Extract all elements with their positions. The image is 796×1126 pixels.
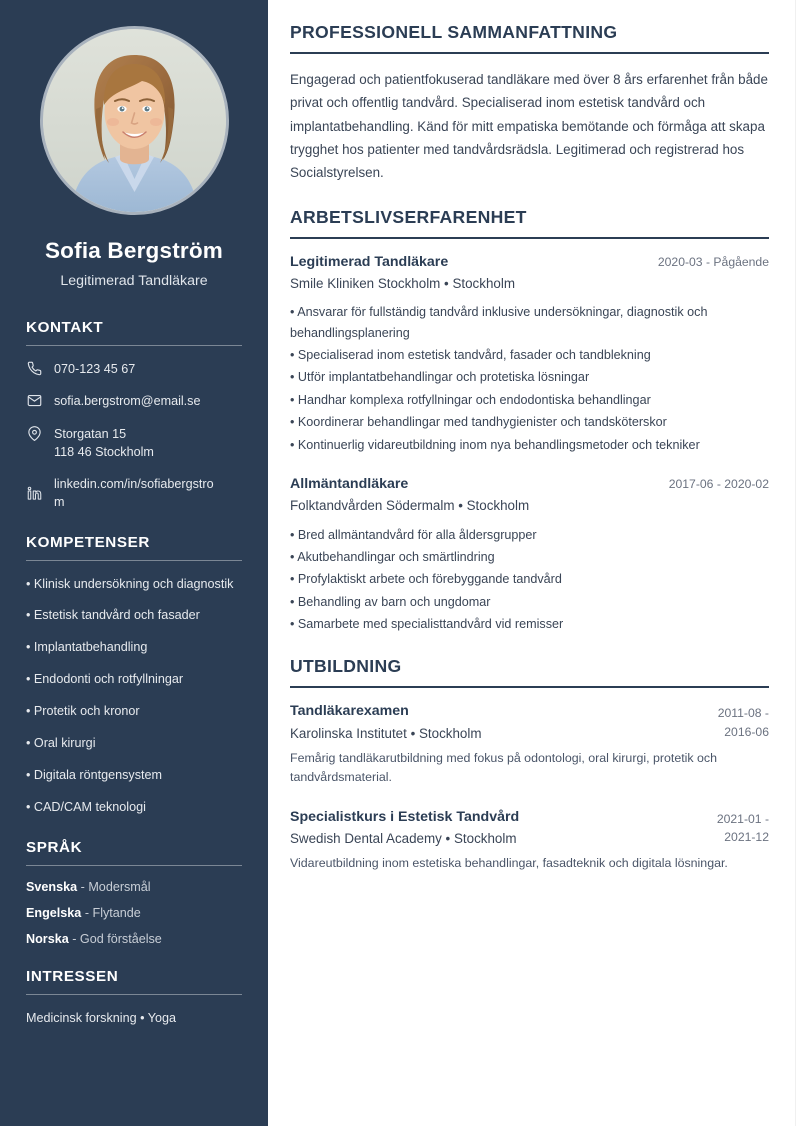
contact-divider bbox=[26, 345, 242, 346]
language-level: - God förståelse bbox=[72, 931, 162, 946]
contact-phone-row[interactable] bbox=[26, 360, 242, 378]
contact-address-text bbox=[54, 425, 154, 462]
main-content bbox=[268, 0, 795, 1126]
education-heading: UTBILDNING bbox=[290, 656, 402, 677]
education-description: Vidareutbildning inom estetiska behandlingar, fasadteknik och digitala lösningar. bbox=[290, 856, 728, 871]
job-organization: Smile Kliniken Stockholm • Stockholm bbox=[290, 275, 515, 291]
job-title: Legitimerad Tandläkare bbox=[290, 253, 449, 270]
experience-divider bbox=[290, 237, 769, 239]
language-level: - Modersmål bbox=[80, 879, 151, 894]
degree-title: Tandläkarexamen bbox=[290, 703, 409, 720]
interests-heading: INTRESSEN bbox=[26, 967, 119, 985]
language-name: Svenska bbox=[26, 879, 78, 894]
linkedin-line-2: m bbox=[54, 495, 65, 510]
school-name: Karolinska Institutet • Stockholm bbox=[290, 725, 482, 741]
contact-phone-text: 070-123 45 67 bbox=[54, 362, 136, 376]
list-item: • Ansvarar för fullständig tandvård inklusive undersökningar, diagnostik och behandlingsplanering bbox=[290, 305, 708, 340]
summary-text: Engagerad och patientfokuserad tandläkare med över 8 års erfarenhet från både privat och offentlig tandvård. Specialiserad inom estetisk tandvård och implantatbehandling. Känd för mitt empatiska bemötande och förmåga att skapa trygghet hos patienter med tandvårdsrädsla. Legitimerad och registrerad hos Socialstyrelsen. bbox=[290, 72, 768, 181]
address-line-2: 118 46 Stockholm bbox=[54, 444, 154, 459]
education-dates: 2021-01 - 2021-12 bbox=[716, 811, 769, 844]
list-item: • Utför implantatbehandlingar och protetiska lösningar bbox=[290, 370, 590, 385]
list-item: • Kontinuerlig vidareutbildning inom nya behandlingsmetoder och tekniker bbox=[290, 437, 700, 452]
experience-heading: ARBETSLIVSERFARENHET bbox=[290, 206, 527, 227]
list-item: Medicinsk forskning • Yoga bbox=[26, 1010, 177, 1025]
experience-entry bbox=[290, 475, 769, 635]
list-item bbox=[26, 906, 242, 920]
contact-linkedin-text bbox=[54, 475, 214, 512]
experience-section bbox=[290, 207, 769, 635]
list-item: • Endodonti och rotfyllningar bbox=[26, 672, 184, 687]
list-item: • CAD/CAM teknologi bbox=[26, 799, 146, 814]
education-entry bbox=[290, 808, 769, 874]
degree-title: Specialistkurs i Estetisk Tandvård bbox=[290, 808, 520, 825]
contact-linkedin-row[interactable] bbox=[26, 475, 242, 512]
skills-heading: KOMPETENSER bbox=[26, 533, 150, 551]
job-dates: 2020-03 - Pågående bbox=[657, 254, 769, 269]
languages-list bbox=[26, 880, 242, 946]
entry-left bbox=[290, 475, 669, 516]
contact-section bbox=[26, 319, 242, 512]
interests-section bbox=[26, 968, 242, 1028]
linkedin-line-1: linkedin.com/in/sofiabergstro bbox=[54, 477, 214, 491]
linkedin-icon bbox=[26, 485, 43, 501]
school-name: Swedish Dental Academy • Stockholm bbox=[290, 830, 517, 846]
contact-address-row bbox=[26, 425, 242, 462]
avatar bbox=[40, 26, 229, 215]
profile-photo-wrapper bbox=[26, 26, 242, 215]
entry-left bbox=[290, 702, 697, 743]
languages-heading: SPRÅK bbox=[26, 838, 83, 856]
list-item: • Klinisk undersökning och diagnostik bbox=[26, 576, 234, 591]
list-item: • Profylaktiskt arbete och förebyggande tandvård bbox=[290, 572, 562, 587]
job-bullets bbox=[290, 525, 769, 635]
candidate-role: Legitimerad Tandläkare bbox=[60, 273, 208, 289]
languages-section bbox=[26, 839, 242, 946]
summary-section bbox=[290, 22, 769, 185]
entry-header bbox=[290, 253, 769, 294]
list-item: • Estetisk tandvård och fasader bbox=[26, 608, 200, 623]
language-name: Norska bbox=[26, 931, 69, 946]
skills-section bbox=[26, 534, 242, 817]
list-item bbox=[26, 932, 242, 946]
contact-email-row[interactable] bbox=[26, 392, 242, 410]
education-divider bbox=[290, 686, 769, 688]
entry-left bbox=[290, 808, 697, 849]
envelope-icon bbox=[26, 392, 43, 408]
list-item: • Protetik och kronor bbox=[26, 704, 140, 719]
job-title: Allmäntandläkare bbox=[290, 475, 409, 492]
list-item: • Koordinerar behandlingar med tandhygienister och tandsköterskor bbox=[290, 415, 667, 430]
contact-heading: KONTAKT bbox=[26, 319, 104, 336]
list-item: • Handhar komplexa rotfyllningar och endodontiska behandlingar bbox=[290, 392, 651, 407]
entry-header bbox=[290, 475, 769, 516]
education-section bbox=[290, 656, 769, 873]
skills-divider bbox=[26, 560, 242, 561]
job-dates: 2017-06 - 2020-02 bbox=[668, 476, 769, 491]
entry-left bbox=[290, 253, 658, 294]
summary-divider bbox=[290, 52, 769, 54]
job-organization: Folktandvården Södermalm • Stockholm bbox=[290, 498, 530, 514]
list-item: • Implantatbehandling bbox=[26, 640, 148, 655]
sidebar bbox=[0, 0, 268, 1126]
phone-icon bbox=[26, 360, 43, 376]
list-item: • Specialiserad inom estetisk tandvård, fasader och tandblekning bbox=[290, 347, 651, 362]
languages-divider bbox=[26, 865, 242, 866]
interests-divider bbox=[26, 994, 242, 995]
entry-header bbox=[290, 702, 769, 743]
contact-email-text: sofia.bergstrom@email.se bbox=[54, 394, 201, 409]
list-item: • Samarbete med specialisttandvård vid remisser bbox=[290, 617, 564, 632]
experience-entry bbox=[290, 253, 769, 455]
list-item: • Oral kirurgi bbox=[26, 735, 96, 750]
map-pin-icon bbox=[26, 425, 43, 441]
list-item: • Akutbehandlingar och smärtlindring bbox=[290, 549, 495, 564]
list-item bbox=[26, 880, 242, 894]
summary-heading: PROFESSIONELL SAMMANFATTNING bbox=[290, 22, 618, 42]
job-bullets bbox=[290, 302, 769, 455]
education-dates: 2011-08 - 2016-06 bbox=[717, 706, 769, 739]
language-level: - Flytande bbox=[84, 905, 141, 920]
education-description: Femårig tandläkarutbildning med fokus på odontologi, oral kirurgi, protetik och tandvårdsmaterial. bbox=[290, 751, 718, 785]
education-entry bbox=[290, 702, 769, 787]
language-name: Engelska bbox=[26, 905, 82, 920]
address-line-1: Storgatan 15 bbox=[54, 426, 127, 441]
candidate-name: Sofia Bergström bbox=[44, 238, 224, 263]
list-item: • Digitala röntgensystem bbox=[26, 767, 163, 782]
list-item: • Bred allmäntandvård för alla åldersgrupper bbox=[290, 527, 537, 542]
skills-list bbox=[26, 575, 242, 817]
entry-header bbox=[290, 808, 769, 849]
list-item: • Behandling av barn och ungdomar bbox=[290, 594, 491, 609]
